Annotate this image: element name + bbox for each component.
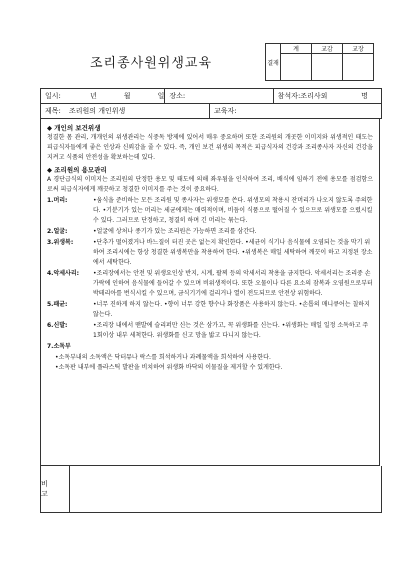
remark-label: 비 고 xyxy=(41,466,70,512)
form-row-subject xyxy=(41,104,381,118)
attendees-label: 참석자:조리사외 xyxy=(273,89,357,103)
item-value: •너무 진하게 하지 않는다. •향이 너무 강한 향수나 화장품은 사용하지 않는다. •손톱의 매니큐어는 칠하지 않는다. xyxy=(93,301,370,318)
form-header-grid xyxy=(40,88,382,119)
remark-box xyxy=(40,466,382,513)
item-shoes xyxy=(47,321,373,341)
item-hair xyxy=(47,196,373,226)
approval-header-2: 교감 xyxy=(312,44,343,54)
day-label: 일 xyxy=(157,92,165,100)
attendees-unit: 명 xyxy=(361,92,368,100)
item-value: •조리장 내에서 맨발에 슬리퍼만 신는 것은 삼가고, 꼭 위생화를 신는다. •위생화는 매일 일정 소독하고 주 1회이상 내부 세척한다. 위생화를 신고 망을 밟고 다니지 않는다. xyxy=(93,322,369,339)
month-label: 월 xyxy=(123,92,131,100)
item-value xyxy=(93,342,373,352)
section-heading-hygiene: ◆ 개인의 보건위생 xyxy=(47,124,101,132)
item-key: 4.악세사리: xyxy=(47,270,80,277)
item-face xyxy=(47,227,373,237)
item-makeup xyxy=(47,300,373,320)
item-key: 1.머리: xyxy=(47,197,68,204)
item-key: 7.소독부 xyxy=(47,343,71,350)
section-paragraph-hygiene: 청결한 몸 관리, 개개인의 위생관리는 식중독 방제에 있어서 매우 중요하며 또한 조리원의 개곳한 이미지와 위생적인 태도는 피급식자들에게 좋은 인상과 신뢰감을 줄 수 있다. 즉, 개인 보건 위생의 목적은 피급식자의 건강과 조리종사자 자신의 건강을 지켜고 식품의 안전성을 확보하는데 있다. xyxy=(47,134,373,161)
approval-sign-1 xyxy=(281,54,312,81)
approval-side-label: 결재 xyxy=(266,44,281,81)
education-content xyxy=(40,118,380,466)
item-key: 5.패균: xyxy=(47,301,68,308)
year-label: 년 xyxy=(89,92,97,100)
subject-value: 조리원의 개인위생 xyxy=(69,107,126,115)
document-title: 조리종사원위생교육 xyxy=(90,56,213,71)
item-value: •얼굴에 상처나 종기가 있는 조리원은 가능하면 조리를 삼간다. xyxy=(93,228,257,235)
item-accessory xyxy=(47,269,373,299)
form-row-date xyxy=(41,89,381,104)
place-label: 장소: xyxy=(164,89,272,103)
item-value: •조리장에서는 안전 및 위생요인상 반지, 시계, 팔찌 등의 악세서리 착용을 금지한다. 악세서리는 조리중 손가락에 인하여 음식물에 들어갈 수 있으며 비위생적이다. 또한 오물이나 다른 요소의 잠복과 오염원으로부터 박테리아를 번식시킬 수 있으며, 금식기기에 걸리거나 열이 전도되므로 안전상 위험하다. xyxy=(93,270,373,297)
approval-sign-3 xyxy=(343,54,374,81)
item-value: •움식을 준비하는 모든 조리원 및 종사자는 위생모를 쓴다. 위생모의 착용시 잔머리가 나오지 않도록 주의한다. •기분기가 있는 머리는 세균에게는 매력적이며, 비듬이 식품으로 떨어질 수 있으므로 위생모를 으렸시킬 수 있다. 그러므로 단정하고, 청결히 하며 긴 머리는 묶는다. xyxy=(93,197,373,224)
item-key: 2.얼굴: xyxy=(47,228,68,235)
disinfect-bullet-2: •소독판 내부에 플라스틱 발판을 비치하여 위생화 바닥의 이물질을 제거할 수 있게한다. xyxy=(55,364,283,371)
date-label: 일시: xyxy=(45,92,61,100)
item-key: 3.위생복: xyxy=(47,239,74,246)
item-key: 6.신발: xyxy=(47,322,68,329)
item-value: •단추가 떨어졌거나 바느질이 터진 곳은 없는지 확인한다. •세균이 식기나 음식물에 오염되는 것을 막기 위하여 조리시에는 항상 청결한 위생복만을 착용하여 한다. •위생복은 매일 세탁하여 깨끗이 하고 지정된 장소에서 세탁한다. xyxy=(93,239,373,266)
item-disinfection xyxy=(47,342,373,352)
instructor-label: 교육자: xyxy=(209,104,364,118)
approval-sign-2 xyxy=(312,54,343,81)
section-paragraph-appearance: A 경단급식의 이미지는 조리원의 단정한 용모 및 태도에 의해 좌우됨을 인식하여 조리, 배식에 임하기 전에 용모를 점검함으로써 피급식자에게 깨끗하고 청결한 이미지를 주는 것이 중요하다. xyxy=(47,176,373,193)
item-uniform xyxy=(47,238,373,268)
approval-header-3: 교장 xyxy=(343,44,374,54)
subject-label: 제목: xyxy=(45,107,61,115)
approval-box xyxy=(265,43,374,81)
approval-header-1: 계 xyxy=(281,44,312,54)
disinfect-bullet-1: •소독부내의 소독액은 닥터뮤나 락스를 희석하거나 과례물액을 희석하여 사용한다. xyxy=(55,354,271,361)
section-heading-appearance: ◆ 조리원의 용모관리 xyxy=(47,166,107,174)
